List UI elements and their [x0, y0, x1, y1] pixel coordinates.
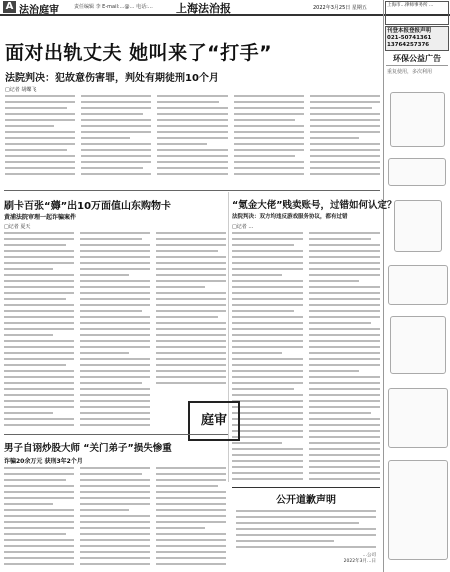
ad2-line-3: 13764257376 [387, 42, 430, 48]
notice-title: 公开道歉声明 [276, 495, 336, 506]
article4-title: 男子自诩炒股大师 “关门弟子”损失惨重 [4, 443, 172, 454]
article3-title: “氪金大佬”贱卖账号，过错如何认定？ [232, 200, 397, 211]
ad-column [383, 0, 450, 572]
sketch-recycle-image [388, 460, 448, 560]
issue-date: 2022年3月25日 星期五 [313, 5, 367, 11]
article3-body [232, 232, 380, 484]
article2-byline: □记者 夏天 [4, 224, 31, 230]
sketch-bag-image [388, 265, 448, 305]
env-ad-title: 环保公益广告 [386, 52, 448, 66]
sketch-box-image [390, 316, 446, 374]
article1-byline: □记者 胡蝶飞 [5, 87, 37, 93]
article1-body [5, 95, 380, 190]
notice-date: 2022年3月…日 [343, 559, 376, 564]
section-name: 法治庭审 [19, 5, 59, 16]
article3-byline: □记者 … [232, 224, 254, 230]
ad-box-1: 上海市…律师事务所 … [385, 1, 449, 25]
notice-signature [344, 553, 376, 565]
article2-subtitle: 黄浦法院审理一起诈骗案件 [4, 214, 77, 221]
ad2-line-2: 021-50741361 [387, 35, 432, 41]
article2-title: 刷卡百张“薅”出10万面值山东购物卡 [4, 201, 172, 212]
court-column-stamp: 庭审 [188, 401, 240, 441]
article3-subtitle: 法院判决：双方均违反游戏服务协议，都有过错 [232, 214, 348, 220]
ad-box-2 [385, 26, 449, 51]
sketch-cup-image [394, 200, 442, 252]
masthead: 上海法治报 [176, 2, 231, 15]
editor-meta: 责任编辑 李 E-mail:…@… 电话:… [74, 4, 153, 10]
article1-subtitle: 法院判决：犯故意伤害罪，判处有期徒刑10个月 [5, 73, 219, 84]
notice-signer: …公司 [362, 553, 376, 558]
notice-body [232, 506, 380, 548]
env-ad-note: 重复使用，多次利用 [387, 69, 433, 75]
sketch-trash-image [388, 388, 448, 448]
article1-title: 面对出轨丈夫 她叫来了“打手” [5, 42, 273, 64]
ad2-line-1: 刊登本报登报声明 [387, 28, 432, 34]
page-letter-badge: A [3, 1, 16, 13]
apology-notice [232, 487, 380, 572]
divider-2 [4, 434, 228, 435]
divider-1 [4, 190, 380, 191]
sketch-bottle-image [388, 158, 446, 186]
article4-subtitle: 诈骗20余万元 获刑3年2个月 [4, 458, 83, 465]
sketch-paper-image [390, 92, 445, 147]
article4-body [4, 467, 226, 572]
